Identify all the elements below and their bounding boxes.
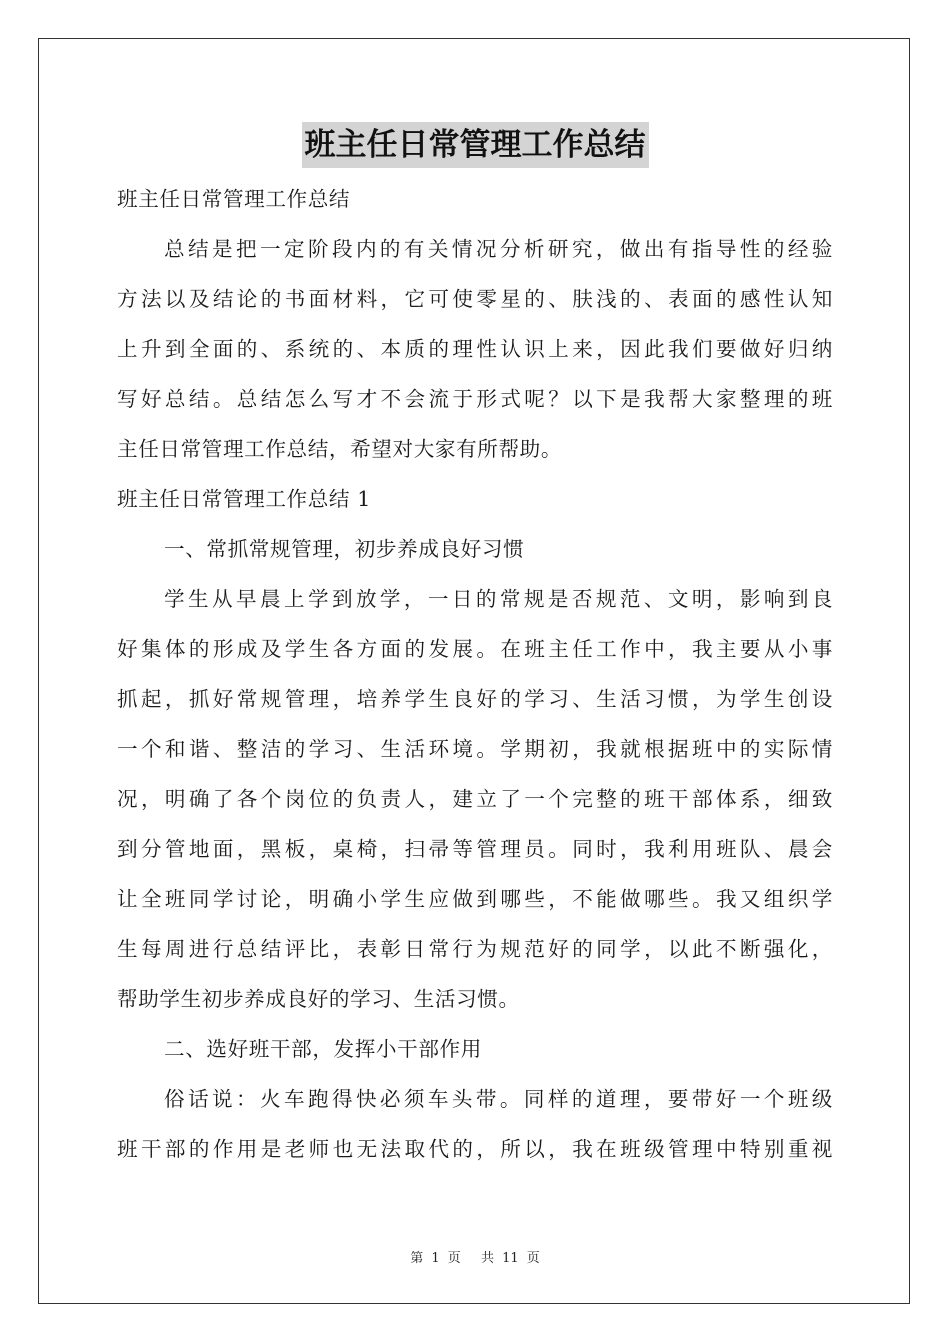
text-line: 一、常抓常规管理，初步养成良好习惯 — [164, 537, 525, 561]
text-line: 帮助学生初步养成良好的学习、生活习惯。 — [117, 987, 520, 1011]
text-line: 主任日常管理工作总结，希望对大家有所帮助。 — [117, 437, 563, 461]
page-number: 第 1 页 — [410, 1251, 461, 1266]
text-line: 二、选好班干部，发挥小干部作用 — [164, 1037, 482, 1061]
text-line: 让全班同学讨论，明确小学生应做到哪些，不能做哪些。我又组织学 — [117, 887, 833, 911]
text-line: 俗话说：火车跑得快必须车头带。同样的道理，要带好一个班级 — [164, 1087, 833, 1111]
text-line: 写好总结。总结怎么写才不会流于形式呢？以下是我帮大家整理的班 — [117, 387, 833, 411]
text-line: 班主任日常管理工作总结 1 — [117, 487, 371, 511]
title-container — [0, 122, 950, 168]
text-line: 一个和谐、整洁的学习、生活环境。学期初，我就根据班中的实际情 — [117, 737, 833, 761]
text-line: 上升到全面的、系统的、本质的理性认识上来，因此我们要做好归纳 — [117, 337, 833, 361]
text-line: 总结是把一定阶段内的有关情况分析研究，做出有指导性的经验 — [164, 237, 833, 261]
page-total: 共 11 页 — [480, 1251, 540, 1266]
text-line: 生每周进行总结评比，表彰日常行为规范好的同学，以此不断强化， — [117, 937, 833, 961]
page-footer — [0, 1247, 950, 1266]
text-line: 好集体的形成及学生各方面的发展。在班主任工作中，我主要从小事 — [117, 637, 833, 661]
text-line: 况，明确了各个岗位的负责人，建立了一个完整的班干部体系，细致 — [117, 787, 833, 811]
text-line: 抓起，抓好常规管理，培养学生良好的学习、生活习惯，为学生创设 — [117, 687, 833, 711]
document-title: 班主任日常管理工作总结 — [302, 122, 649, 168]
text-line: 班干部的作用是老师也无法取代的，所以，我在班级管理中特别重视 — [117, 1137, 833, 1161]
text-line: 学生从早晨上学到放学，一日的常规是否规范、文明，影响到良 — [164, 587, 833, 611]
text-line: 班主任日常管理工作总结 — [117, 187, 351, 211]
document-body — [117, 174, 833, 1174]
text-line: 到分管地面，黑板，桌椅，扫帚等管理员。同时，我利用班队、晨会 — [117, 837, 833, 861]
text-line: 方法以及结论的书面材料，它可使零星的、肤浅的、表面的感性认知 — [117, 287, 833, 311]
